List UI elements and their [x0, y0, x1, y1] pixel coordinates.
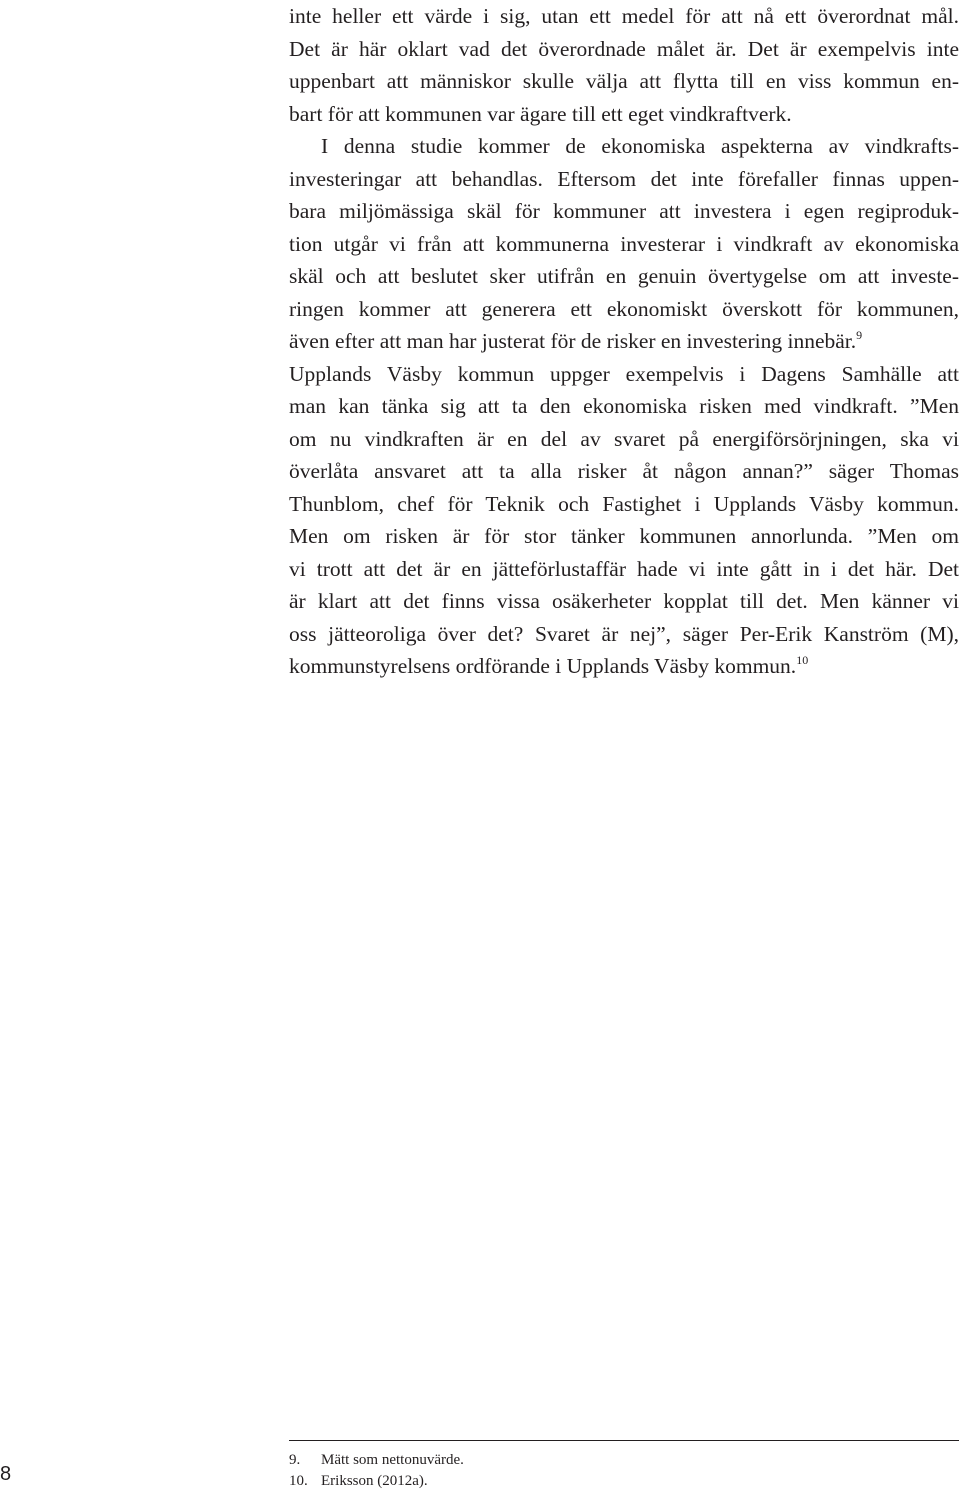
text-line: uppenbart att människor skulle välja att flytta till en viss kommun en- [289, 69, 959, 93]
text-line: om nu vindkraften är en del av svaret på energiförsörjningen, ska vi [289, 426, 959, 451]
footnote-text: Mätt som nettonuvärde. [321, 1452, 464, 1468]
footnote-item [289, 1450, 959, 1471]
footnotes [289, 1450, 959, 1492]
text-line: bart för att kommunen var ägare till ett eget vindkraftverk. [289, 101, 792, 126]
footnote-divider [289, 1440, 959, 1441]
text-line: investeringar att behandlas. Eftersom det inte förefaller finnas uppen- [289, 166, 959, 191]
page-number: 8 [0, 1463, 12, 1485]
text-line: är klart att det finns vissa osäkerheter kopplat till det. Men känner vi [289, 589, 959, 613]
text-line: Det är här oklart vad det överordnade målet är. Det är exempelvis inte [289, 36, 959, 61]
footnote-text: Eriksson (2012a). [321, 1473, 428, 1489]
text-line [289, 650, 959, 683]
text-line: tion utgår vi från att kommunerna investerar i vindkraft av ekonomiska [289, 231, 959, 256]
text-line: Thunblom, chef för Teknik och Fastighet i Upplands Väsby kommun. [289, 491, 959, 516]
text-line [289, 325, 959, 358]
text-line: I denna studie kommer de ekonomiska aspekterna av vindkrafts- [321, 134, 959, 158]
footnote-number: 9. [289, 1452, 301, 1468]
text-line: inte heller ett värde i sig, utan ett medel för att nå ett överordnat mål. [289, 4, 959, 28]
text-line: man kan tänka sig att ta den ekonomiska risken med vindkraft. ”Men [289, 394, 959, 418]
body-text [289, 0, 959, 683]
text-line: skäl och att beslutet sker utifrån en genuin övertygelse om att investe- [289, 264, 959, 288]
footnote-ref-10: 10 [796, 653, 809, 667]
text-line: vi trott att det är en jätteförlustaffär hade vi inte gått in i det här. Det [289, 556, 959, 581]
text-line: bara miljömässiga skäl för kommuner att investera i egen regiproduk- [289, 199, 959, 223]
text-line: Upplands Väsby kommun uppger exempelvis i Dagens Samhälle att [289, 361, 959, 386]
text-line-content: även efter att man har justerat för de risker en investering innebär. [289, 329, 857, 353]
text-line: oss jätteoroliga över det? Svaret är nej”, säger Per-Erik Kanström (M), [289, 621, 959, 646]
text-line: Men om risken är för stor tänker kommunen annorlunda. ”Men om [289, 524, 959, 548]
footnote-ref-9: 9 [856, 328, 863, 342]
footnote-number: 10. [289, 1473, 308, 1489]
footnote-item [289, 1471, 959, 1492]
text-line: ringen kommer att generera ett ekonomiskt överskott för kommunen, [289, 296, 959, 321]
text-line-content: kommunstyrelsens ordförande i Upplands Väsby kommun. [289, 654, 797, 678]
text-line: överlåta ansvaret att ta alla risker åt någon annan?” säger Thomas [289, 459, 959, 483]
